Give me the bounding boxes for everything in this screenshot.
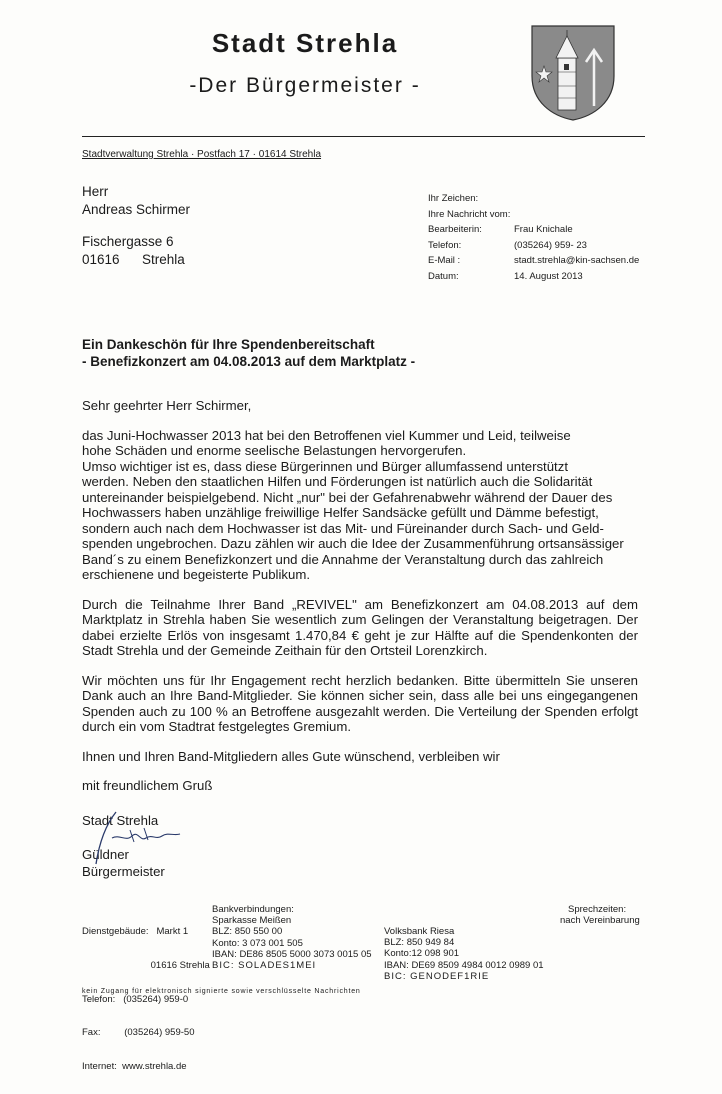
- recipient-address: [82, 183, 190, 269]
- subject: [82, 336, 415, 370]
- page-title: Stadt Strehla: [211, 28, 399, 58]
- footer-line: BIC: SOLADES1MEI: [212, 960, 317, 972]
- recipient-name: Andreas Schirmer: [82, 202, 191, 217]
- signature-name: Güldner: [82, 847, 129, 862]
- paragraph-line: sondern auch nach dem Hochwasser ist das Mit- und Füreinander durch Sach- und Geld-: [82, 520, 604, 536]
- letter-body: [82, 398, 638, 794]
- reference-row: [428, 224, 639, 240]
- footer-note: kein Zugang für elektronisch signierte sowie verschlüsselte Nachrichten: [82, 988, 361, 995]
- reference-block: [428, 193, 639, 286]
- footer-line: Telefon: (035264) 959-0: [82, 993, 189, 1005]
- footer-line: Internet: www.strehla.de: [82, 1060, 187, 1072]
- paragraph-line: hohe Schäden und enorme seelische Belastungen hervorgerufen.: [82, 443, 467, 458]
- footer-line: Volksbank Riesa: [384, 926, 455, 937]
- reference-row: [428, 193, 639, 209]
- footer-line: BLZ: 850 949 84: [384, 937, 455, 949]
- paragraph-2: Durch die Teilnahme Ihrer Band „REVIVEL" am Benefizkonzert am 04.08.2013 auf dem Marktplatz in Strehla haben Sie wesentlich zum Gelingen der Veranstaltung beigetragen. Der dabei erzielte Erlös von insgesamt 1.470,84 € geht je zur Hälfte auf die Spendenkonten der Stadt Strehla und der Gemeinde Zeithain für den Ortsteil Lorenzkirch.: [82, 596, 638, 658]
- handwritten-signature-icon: [86, 808, 196, 868]
- reference-value: 14. August 2013: [514, 270, 583, 282]
- footer-line: IBAN: DE86 8505 5000 3073 0015 05: [212, 948, 372, 960]
- paragraph-line: das Juni-Hochwasser 2013 hat bei den Betroffenen viel Kummer und Leid, teilweise: [82, 427, 571, 443]
- page-subtitle: -Der Bürgermeister -: [189, 74, 421, 97]
- footer-line: Konto: 3 073 001 505: [212, 937, 303, 949]
- recipient-street: Fischergasse 6: [82, 234, 174, 249]
- subject-line-1: Ein Dankeschön für Ihre Spendenbereitschaft: [82, 337, 375, 352]
- footer-line: Fax: (035264) 959-50: [82, 1027, 195, 1039]
- reference-row: [428, 209, 639, 225]
- footer-office: [82, 904, 210, 1094]
- footer-line: nach Vereinbarung: [560, 915, 640, 927]
- header-divider: [82, 136, 645, 137]
- footer-line: IBAN: DE69 8509 4984 0012 0989 01: [384, 959, 544, 971]
- reference-label: Ihr Zeichen:: [428, 193, 479, 204]
- recipient-city: 01616 Strehla: [82, 252, 185, 267]
- footer-line: Sparkasse Meißen: [212, 915, 292, 927]
- footer-line: Dienstgebäude: Markt 1: [82, 926, 189, 938]
- reference-label: Telefon:: [428, 239, 462, 251]
- reference-value: (035264) 959- 23: [514, 239, 587, 251]
- footer-hours: [560, 904, 640, 926]
- reference-row: [428, 255, 639, 271]
- coat-of-arms-icon: [530, 24, 616, 122]
- reference-row: [428, 240, 639, 256]
- paragraph-line: Band´s zu einem Benefizkonzert und die Annahme der Veranstaltung durch das zahlreich: [82, 551, 604, 567]
- signature-title: Bürgermeister: [82, 864, 165, 879]
- paragraph-line: Hochwassers haben unzählige freiwillige Helfer Sandsäcke gefüllt und Dämme befestigt,: [82, 505, 599, 520]
- paragraph-line: spenden ungebrochen. Dazu zählen wir auch die Idee der Zusammenführung ortsansässiger: [82, 536, 624, 551]
- reference-label: Bearbeiterin:: [428, 224, 482, 235]
- signature-org: Stadt Strehla: [82, 813, 159, 828]
- footer-line: 01616 Strehla: [82, 960, 210, 972]
- paragraph-line: Umso wichtiger ist es, dass diese Bürgerinnen und Bürger allumfassend unterstützt: [82, 458, 568, 474]
- greeting: Sehr geehrter Herr Schirmer,: [82, 398, 252, 413]
- reference-label: E-Mail :: [428, 255, 461, 266]
- footer-line: Bankverbindungen:: [212, 904, 294, 915]
- reference-row: [428, 271, 639, 287]
- footer-line: Sprechzeiten:: [568, 904, 627, 915]
- reference-label: Datum:: [428, 270, 459, 282]
- footer-line: BIC: GENODEF1RIE: [384, 970, 490, 982]
- footer-bank-1: [212, 904, 372, 971]
- paragraph-1: [82, 428, 638, 583]
- reference-label: Ihre Nachricht vom:: [428, 208, 511, 220]
- closing: mit freundlichem Gruß: [82, 778, 213, 793]
- recipient-salutation: Herr: [82, 184, 109, 199]
- paragraph-line: untereinander beispielgebend. Nicht „nur" bei der Gefahrenabwehr während der Dauer des: [82, 489, 613, 505]
- paragraph-4: Ihnen und Ihren Band-Mitgliedern alles Gute wünschend, verbleiben wir: [82, 748, 500, 764]
- paragraph-line: werden. Neben den staatlichen Hilfen und Förderungen ist natürlich auch die Solidarität: [82, 474, 593, 489]
- sender-line: Stadtverwaltung Strehla · Postfach 17 · 01614 Strehla: [82, 149, 322, 160]
- footer-line: Konto:12 098 901: [384, 948, 460, 960]
- footer-bank-2: [384, 926, 544, 982]
- paragraph-line: erschienene und begeisterte Publikum.: [82, 567, 310, 582]
- paragraph-3: Wir möchten uns für Ihr Engagement recht herzlich bedanken. Bitte übermitteln Sie unseren Dank auch an Ihre Band-Mitglieder. Sie können sicher sein, dass alle bei uns eingegangenen Spenden auch zu 100 % an Betroffene ausgezahlt werden. Die Verteilung der Spenden erfolgt durch ein vom Stadtrat festgelegtes Gremium.: [82, 672, 638, 734]
- subject-line-2: - Benefizkonzert am 04.08.2013 auf dem Marktplatz -: [82, 354, 416, 369]
- footer-line: BLZ: 850 550 00: [212, 926, 283, 938]
- reference-value: Frau Knichale: [514, 224, 573, 235]
- reference-value: stadt.strehla@kin-sachsen.de: [514, 255, 640, 266]
